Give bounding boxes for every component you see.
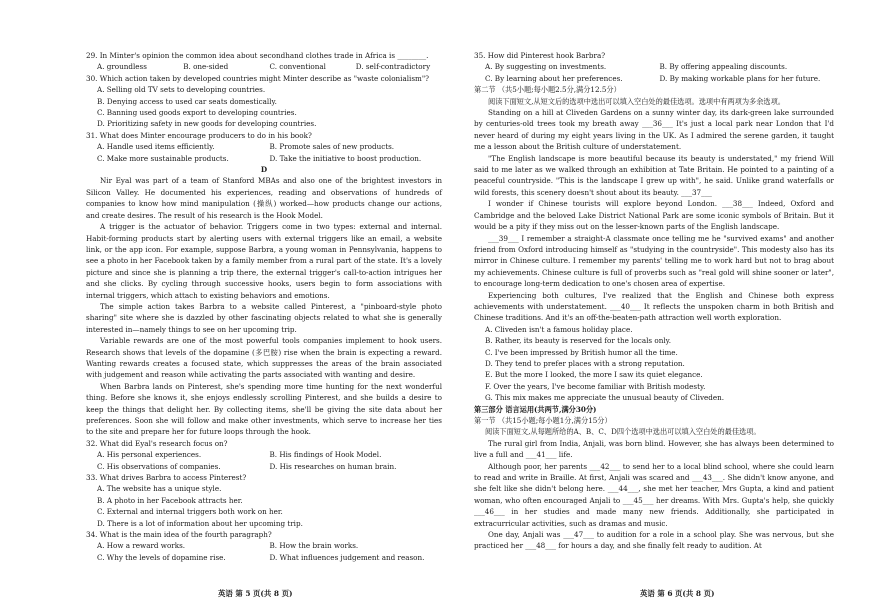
q33-option-d: D. There is a lot of information about her upcoming trip. (97, 518, 303, 528)
part-3-title: 第三部分 语言运用(共两节,满分30分) (474, 404, 597, 414)
question-32: 32. What did Eyal's research focus on? (86, 438, 228, 448)
q31-option-b: B. Promote sales of new products. (269, 142, 395, 152)
q31-options-row1 (86, 141, 442, 152)
q35-option-b: B. By offering appealing discounts. (659, 62, 788, 72)
q33-option-a: A. The website has a unique style. (97, 484, 222, 494)
q34-option-a: A. How a reward works. (97, 541, 186, 551)
question-34: 34. What is the main idea of the fourth paragraph? (86, 530, 272, 540)
q34-option-d: D. What influences judgement and reason. (269, 552, 425, 562)
q30-option-d: D. Prioritizing safety in new goods for developing countries. (97, 119, 317, 129)
passage-paragraph: Nir Eyal was part of a team of Stanford MBAs and also one of the brightest investors in Silicon Valley. He documented his experiences, reading and observations of hundreds of companies to know how mind manipulation (操纵) worked—how products change our actions, and create desires. The result of his research is the Hook Model. (86, 176, 442, 220)
passage-paragraph: Variable rewards are one of the most powerful tools companies implement to hook users. Research shows that levels of the dopamine (多巴胺) rise when the brain is expecting a reward. Wanting rewards creates a focused state, which suppresses the areas of the brain associated with judgement and reason while activating the parts associated with wanting and desire. (86, 336, 442, 380)
q29-option-a: A. groundless (97, 62, 147, 72)
part-3-section-1-title: 第一节 （共15小题;每小题1分,满分15分） (474, 416, 612, 425)
q35-options-row1 (474, 61, 834, 72)
question-30: 30. Which action taken by developed countries might Minter describe as "waste colonialism"? (86, 73, 430, 83)
choice-option-g: G. This mix makes me appreciate the unusual beauty of Cliveden. (485, 393, 725, 403)
q31-option-a: A. Handle used items efficiently. (97, 142, 215, 152)
choice-option-e: E. But the more I looked, the more I saw its quiet elegance. (485, 370, 703, 380)
section-d-heading: D (260, 165, 268, 175)
q33-option-c: C. External and internal triggers both work on her. (97, 507, 283, 517)
question-33: 33. What drives Barbra to access Pinterest? (86, 473, 247, 483)
passage-paragraph: A trigger is the actuator of behavior. Triggers come in two types: external and internal. Habit-forming products start by alerting users with external triggers like an email, a website link, or the app icon. For example, suppose Barbra, a young woman in Pennsylvania, happens to see a photo in her Facebook taken by a family member from a rural part of the state. It's a lovely picture and since she is planning a trip there, the external trigger's call-to-action intrigues her and she clicks. By cycling through successive hooks, users begin to form associations with internal triggers, which attach to existing behaviors and emotions. (86, 222, 442, 300)
q29-option-c: C. conventional (269, 62, 326, 72)
q35-option-a: A. By suggesting on investments. (485, 62, 607, 72)
page-footer-right: 英语 第 6 页(共 8 页) (640, 589, 715, 598)
q30-option-b: B. Denying access to used car seats domestically. (97, 96, 277, 106)
q30-option-c: C. Banning used goods export to developing countries. (97, 108, 297, 118)
q33-option-b: B. A photo in her Facebook attracts her. (97, 495, 243, 505)
section-2-title: 第二节 （共5小题;每小题2.5分,满分12.5分） (474, 85, 621, 95)
page-footer-left: 英语 第 5 页(共 8 页) (218, 589, 293, 598)
passage-paragraph: I wonder if Chinese tourists will explore beyond London. ___38___ Indeed, Oxford and Cambridge and the beloved Lake District National Park are some iconic symbols of Britain. But it would be a pity if they miss out on the lesser-known parts of the English landscape. (474, 199, 834, 232)
q29-options (86, 61, 442, 72)
q32-option-b: B. His findings of Hook Model. (269, 450, 382, 460)
part-3-instructions: 阅读下面短文,从每题所给的A、B、C、D四个选项中选出可以填入空白处的最佳选项。 (485, 427, 761, 437)
choice-option-c: C. I've been impressed by British humor all the time. (485, 347, 678, 357)
choice-option-d: D. They tend to prefer places with a strong reputation. (485, 358, 685, 368)
q29-option-b: B. one-sided (183, 62, 229, 72)
cloze-paragraph: One day, Anjali was ___47___ to audition for a role in a school play. She was nervous, but she practiced her ___48___ for hours a day, and she finally felt ready to audition. At (474, 530, 834, 551)
passage-paragraph: Experiencing both cultures, I've realized that the English and Chinese both express achievements with understatement. ___40___ It reflects the unspoken charm in both British and Chinese traditions. And it's an off-the-beaten-path attraction well worth exploration. (474, 290, 834, 323)
choice-option-a: A. Cliveden isn't a famous holiday place. (485, 324, 633, 334)
left-column (86, 50, 442, 563)
cloze-paragraph: Although poor, her parents ___42___ to send her to a local blind school, where she could learn to read and write in Braille. At first, Anjali was scared and ___43___. She didn't know anyone, and she felt like she didn't belong here. ___44___, she met her teacher, Mrs Gupta, a kind and patient woman, who often encouraged Anjali to ___45___ her dreams. With Mrs. Gupta's help, she quickly ___46___ in her studies and made many new friends. Additionally, she participated in extracurricular activities, such as dramas and music. (474, 461, 834, 528)
choice-option-b: B. Rather, its beauty is reserved for the locals only. (485, 336, 672, 346)
q31-option-c: C. Make more sustainable products. (97, 153, 229, 163)
choice-option-f: F. Over the years, I've become familiar with British modesty. (485, 381, 706, 391)
section-2-instructions: 阅读下面短文,从短文后的选项中选出可以填入空白处的最佳选项。选项中有两项为多余选项。 (488, 96, 785, 106)
question-29: 29. In Minter's opinion the common idea about secondhand clothes trade in Africa is ________. (86, 51, 429, 60)
q29-option-d: D. self-contradictory (355, 62, 431, 72)
q35-option-c: C. By learning about her preferences. (485, 73, 623, 83)
q32-option-d: D. His researches on human brain. (269, 461, 397, 471)
passage-paragraph: ___39___ I remember a straight-A classmate once telling me he "survived exams" and another friend from Oxford introducing himself as "studying in the countryside". This modesty also has its mirror in Chinese culture. I remember my parents' telling me to work hard but not to brag about my achievements. Chinese culture is full of proverbs such as "real gold will shine sooner or later", to encourage long-term dedication to one's chosen area of expertise. (474, 233, 834, 289)
passage-paragraph: When Barbra lands on Pinterest, she's spending more time hunting for the next wonderful thing. Before she knows it, she enjoys endlessly scrolling Pinterest, and she builds a desire to keep the things that delight her. By collecting items, she'll be giving the site data about her preferences. Soon she will follow and make other investments, which serve to increase her ties to the site and prepare her for future loops through the hook. (86, 381, 442, 437)
question-31: 31. What does Minter encourage producers to do in his book? (86, 130, 312, 140)
q34-options-row1 (86, 540, 442, 551)
q34-options-row2 (86, 552, 442, 563)
q32-option-a: A. His personal experiences. (97, 450, 202, 460)
question-35: 35. How did Pinterest hook Barbra? (474, 51, 606, 60)
right-column (474, 50, 834, 552)
q31-option-d: D. Take the initiative to boost production. (269, 153, 422, 163)
cloze-paragraph: The rural girl from India, Anjali, was born blind. However, she has always been determined to live a full and ___41___ life. (474, 438, 834, 460)
q32-options-row1 (86, 449, 442, 460)
q30-option-a: A. Selling old TV sets to developing countries. (97, 85, 266, 95)
passage-paragraph: The simple action takes Barbra to a website called Pinterest, a "pinboard-style photo sharing" site where she is dazzled by other fascinating objects related to what she is generally interested in—namely things to see on her upcoming trip. (86, 301, 442, 334)
q35-option-d: D. By making workable plans for her future. (659, 73, 821, 83)
q34-option-c: C. Why the levels of dopamine rise. (97, 552, 226, 562)
q31-options-row2 (86, 153, 442, 164)
q32-option-c: C. His observations of companies. (97, 461, 221, 471)
passage-paragraph: "The English landscape is more beautiful because its beauty is understated," my friend Will said to me later as we walked through an exhibition at Tate Britain. He pointed to a painting of a peaceful countryside. "This is the landscape I grew up with", he said. Unlike grand waterfalls or wild forests, this scenery doesn't shout about its beauty. ___37___ (474, 153, 834, 197)
passage-paragraph: Standing on a hill at Cliveden Gardens on a sunny winter day, its dark-green lake surrounded by centuries-old trees took my breath away ___36___ It's just a local park near London that I'd never heard of during my eight years living in the UK. As I admired the serene garden, it taught me a lesson about the British culture of understatement. (474, 108, 834, 152)
q32-options-row2 (86, 461, 442, 472)
q35-options-row2 (474, 73, 834, 84)
q34-option-b: B. How the brain works. (269, 541, 359, 551)
